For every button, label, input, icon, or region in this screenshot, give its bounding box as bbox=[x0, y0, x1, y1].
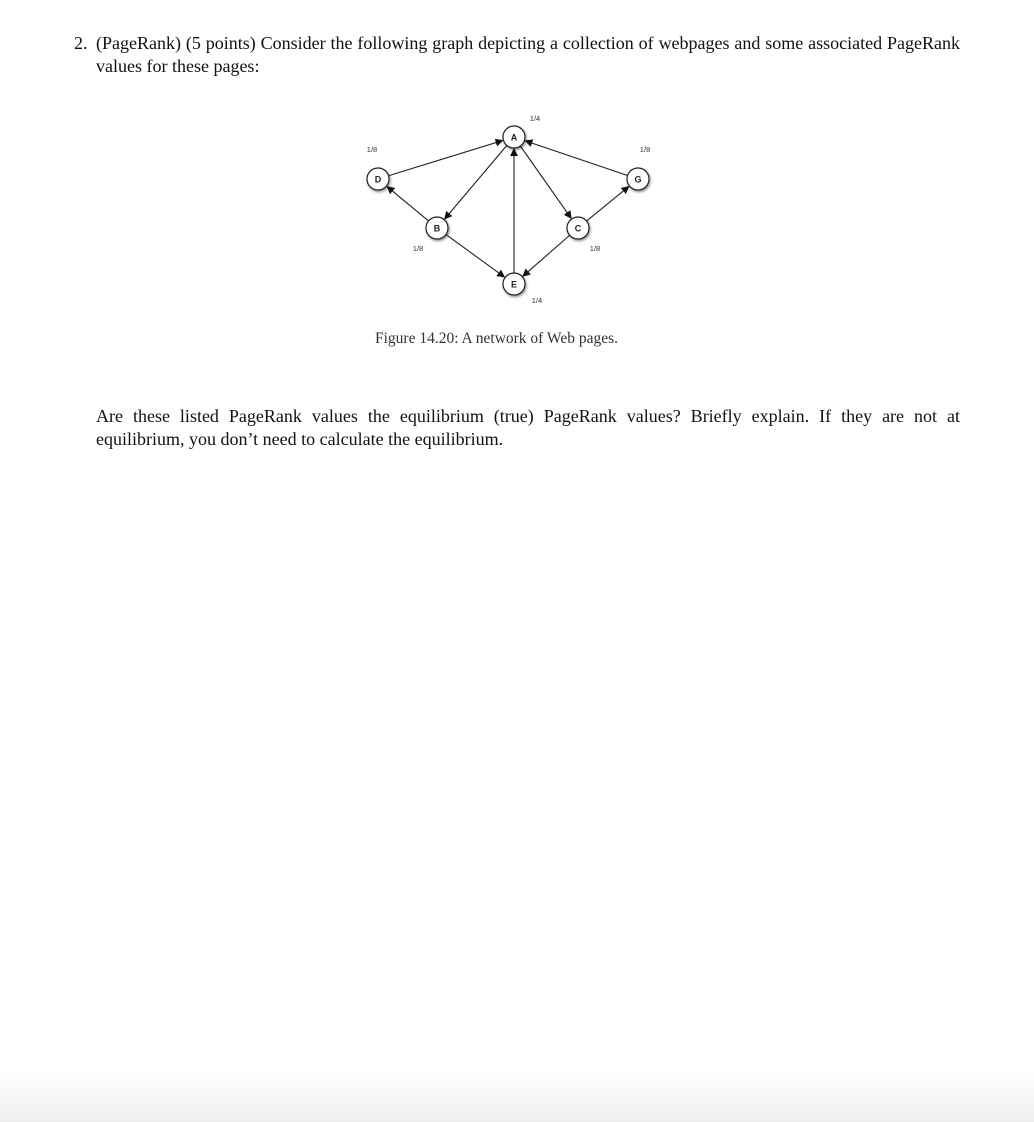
edge-a-to-c bbox=[520, 146, 571, 218]
edge-b-to-e bbox=[446, 234, 504, 276]
figure-caption: Figure 14.20: A network of Web pages. bbox=[375, 330, 618, 347]
node-label-d: D bbox=[374, 174, 382, 185]
node-label-g: G bbox=[634, 174, 642, 185]
rank-label-c: 1/8 bbox=[589, 244, 601, 253]
graph-node-b bbox=[426, 217, 448, 239]
edge-c-to-g bbox=[587, 187, 629, 221]
rank-label-d: 1/8 bbox=[366, 145, 378, 154]
question-number: 2. bbox=[74, 33, 88, 53]
question-block bbox=[74, 32, 960, 78]
graph-node-e bbox=[503, 273, 525, 295]
edge-b-to-d bbox=[387, 187, 428, 221]
edge-g-to-a bbox=[525, 141, 627, 176]
pagerank-graph-figure bbox=[355, 108, 675, 313]
rank-label-b: 1/8 bbox=[412, 244, 424, 253]
graph-svg bbox=[355, 108, 675, 313]
graph-node-a bbox=[503, 126, 525, 148]
followup-question-text: Are these listed PageRank values the equilibrium (true) PageRank values? Briefly explain. If they are not at equilibrium, you don’t need to calculate the equilibrium. bbox=[96, 406, 960, 449]
rank-label-e: 1/4 bbox=[531, 296, 543, 305]
graph-node-d bbox=[367, 168, 389, 190]
edge-a-to-b bbox=[445, 145, 507, 218]
node-label-a: A bbox=[510, 132, 518, 143]
graph-node-g bbox=[627, 168, 649, 190]
node-label-c: C bbox=[574, 223, 582, 234]
rank-label-a: 1/4 bbox=[529, 114, 541, 123]
node-label-e: E bbox=[510, 279, 518, 290]
graph-node-c bbox=[567, 217, 589, 239]
edge-c-to-e bbox=[523, 235, 570, 276]
node-label-b: B bbox=[433, 223, 441, 234]
page-bottom-shadow bbox=[0, 1070, 1034, 1122]
rank-label-g: 1/8 bbox=[639, 145, 651, 154]
question-text: (PageRank) (5 points) Consider the following graph depicting a collection of webpages and some associated PageRank values for these pages: bbox=[96, 33, 960, 76]
